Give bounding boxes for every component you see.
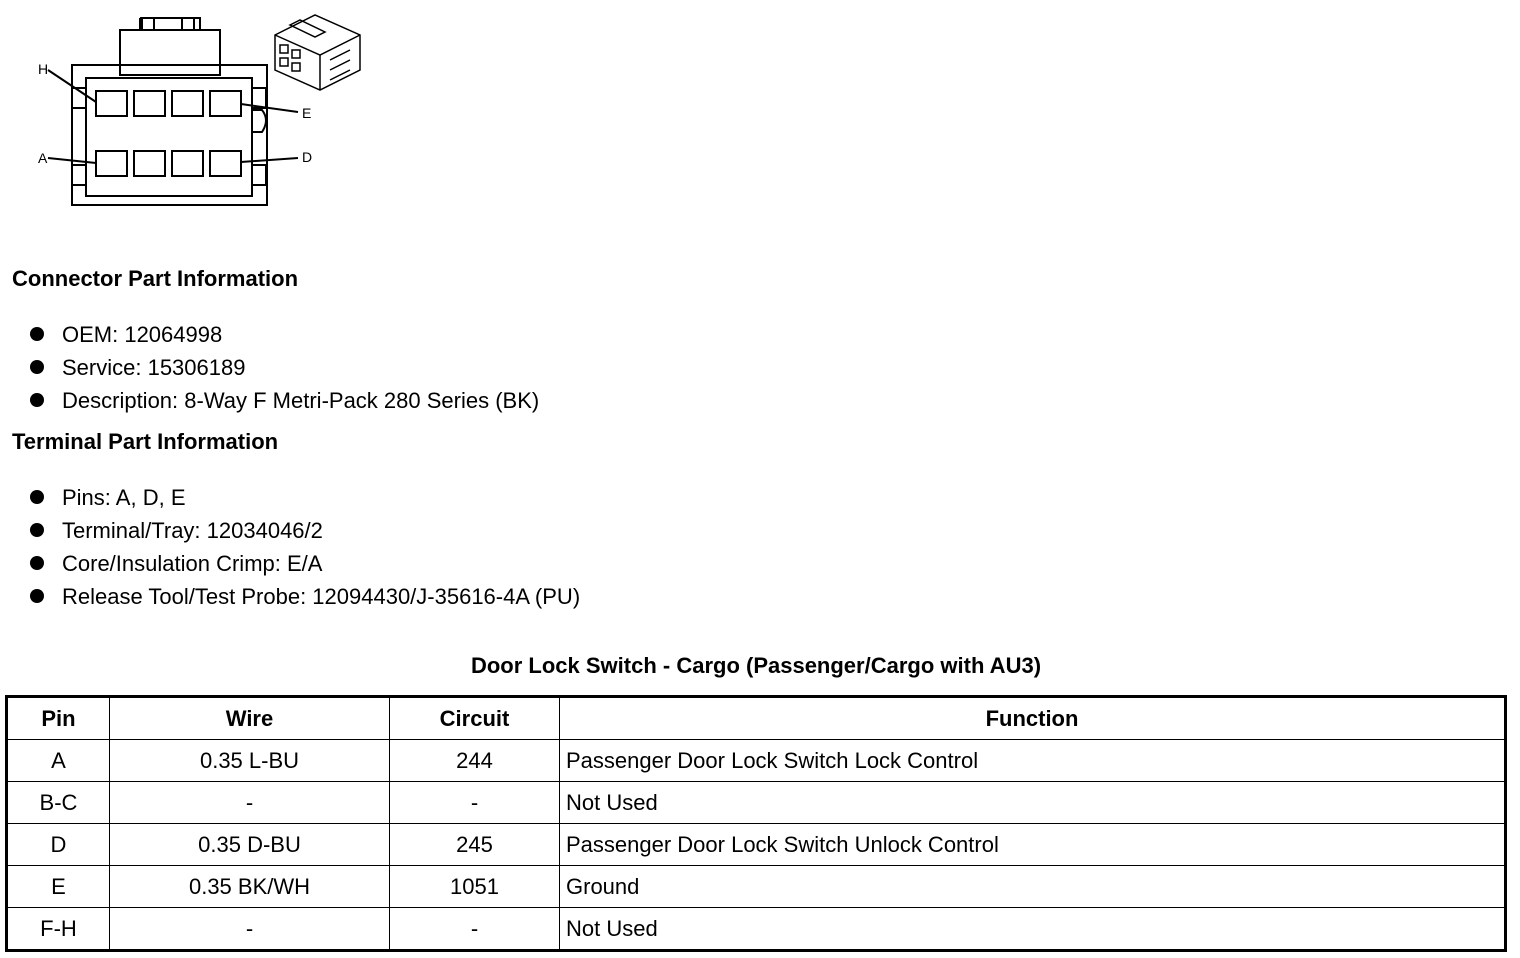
list-item-text: Release Tool/Test Probe: 12094430/J-35616-4A (PU): [62, 584, 581, 609]
cell-pin: F-H: [7, 908, 110, 951]
pin-label-h: H: [38, 61, 49, 77]
cell-function: Passenger Door Lock Switch Unlock Control: [560, 824, 1506, 866]
cell-pin: D: [7, 824, 110, 866]
list-item: [30, 351, 539, 384]
list-item: [30, 514, 580, 547]
list-item: [30, 547, 580, 580]
list-item-text: Pins: A, D, E: [62, 485, 186, 510]
table-row: [7, 866, 1506, 908]
table-row: [7, 782, 1506, 824]
table-title: Door Lock Switch - Cargo (Passenger/Cargo with AU3): [470, 653, 1042, 678]
cell-circuit: 1051: [390, 866, 560, 908]
list-item: [30, 384, 539, 417]
cell-circuit: 244: [390, 740, 560, 782]
column-header-pin: Pin: [7, 697, 110, 740]
list-item: [30, 318, 539, 351]
cell-pin: B-C: [7, 782, 110, 824]
cell-function: Not Used: [560, 782, 1506, 824]
bullet-icon: [30, 393, 44, 407]
list-item-text: OEM: 12064998: [62, 322, 223, 347]
cell-circuit: -: [390, 908, 560, 951]
cell-pin: E: [7, 866, 110, 908]
cell-function: Passenger Door Lock Switch Lock Control: [560, 740, 1506, 782]
connector-diagram: [30, 10, 380, 215]
bullet-icon: [30, 490, 44, 504]
table-row: [7, 824, 1506, 866]
list-item: [30, 481, 580, 514]
terminal-info-heading: Terminal Part Information: [12, 429, 279, 454]
connector-isometric-sketch: [275, 15, 360, 90]
bullet-icon: [30, 589, 44, 603]
bullet-icon: [30, 327, 44, 341]
pinout-table: [5, 695, 1507, 952]
cell-wire: -: [110, 782, 390, 824]
cell-wire: 0.35 L-BU: [110, 740, 390, 782]
table-row: [7, 908, 1506, 951]
cell-circuit: 245: [390, 824, 560, 866]
list-item-text: Service: 15306189: [62, 355, 246, 380]
list-item-text: Terminal/Tray: 12034046/2: [62, 518, 323, 543]
pin-label-a: A: [38, 150, 48, 166]
cell-pin: A: [7, 740, 110, 782]
cell-function: Not Used: [560, 908, 1506, 951]
table-header-row: [7, 697, 1506, 740]
connector-face-drawing: [30, 10, 380, 215]
list-item-text: Core/Insulation Crimp: E/A: [62, 551, 323, 576]
cell-circuit: -: [390, 782, 560, 824]
bullet-icon: [30, 523, 44, 537]
column-header-circuit: Circuit: [390, 697, 560, 740]
bullet-icon: [30, 360, 44, 374]
list-item: [30, 580, 580, 613]
cell-wire: -: [110, 908, 390, 951]
connector-info-list: [30, 318, 539, 417]
connector-info-heading: Connector Part Information: [12, 266, 299, 291]
column-header-function: Function: [560, 697, 1506, 740]
cell-function: Ground: [560, 866, 1506, 908]
table-row: [7, 740, 1506, 782]
pin-label-e: E: [302, 105, 312, 121]
cell-wire: 0.35 BK/WH: [110, 866, 390, 908]
list-item-text: Description: 8-Way F Metri-Pack 280 Series (BK): [62, 388, 540, 413]
bullet-icon: [30, 556, 44, 570]
column-header-wire: Wire: [110, 697, 390, 740]
terminal-info-list: [30, 481, 580, 613]
pin-label-d: D: [302, 149, 313, 165]
cell-wire: 0.35 D-BU: [110, 824, 390, 866]
